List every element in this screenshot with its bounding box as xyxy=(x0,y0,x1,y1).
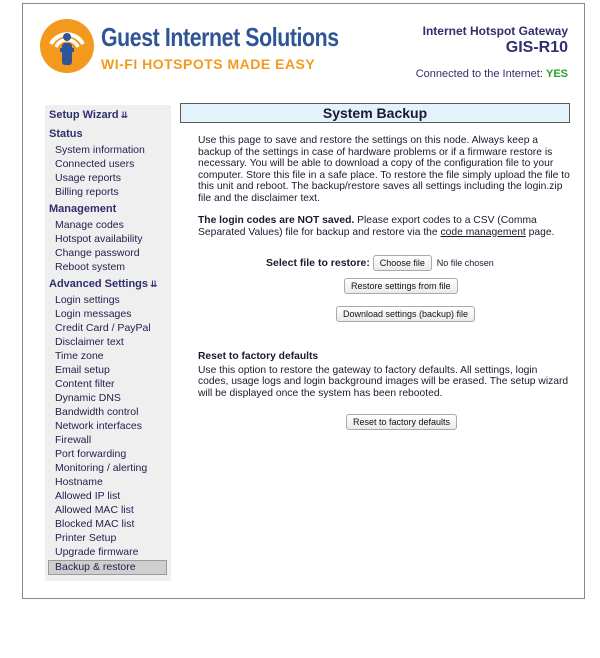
sidebar-item-monitoring-alerting[interactable]: Monitoring / alerting xyxy=(55,462,148,474)
advanced-nav-list xyxy=(45,293,171,575)
status-nav-list xyxy=(45,143,171,199)
setup-wizard-label: Setup Wizard xyxy=(49,109,119,121)
sidebar-item-reboot-system[interactable]: Reboot system xyxy=(55,261,126,273)
connection-label: Connected to the Internet: xyxy=(415,68,543,80)
file-status-text: No file chosen xyxy=(436,258,494,268)
product-line: Internet Hotspot Gateway xyxy=(422,24,568,38)
codes-warning-end: page. xyxy=(525,226,555,238)
sidebar-item-upgrade-firmware[interactable]: Upgrade firmware xyxy=(55,546,139,558)
sidebar-item-port-forwarding[interactable]: Port forwarding xyxy=(55,448,127,460)
sidebar-item-time-zone[interactable]: Time zone xyxy=(55,350,104,362)
sidebar-item-blocked-mac-list[interactable]: Blocked MAC list xyxy=(55,518,135,530)
brand-name: Guest Internet Solutions xyxy=(101,22,339,52)
sidebar-item-disclaimer-text[interactable]: Disclaimer text xyxy=(55,336,124,348)
restore-settings-button[interactable]: Restore settings from file xyxy=(344,278,458,294)
sidebar-item-backup-restore[interactable]: Backup & restore xyxy=(48,560,167,575)
sidebar xyxy=(45,105,171,581)
page-frame xyxy=(22,3,585,599)
file-select-row xyxy=(266,255,494,271)
sidebar-item-billing-reports[interactable]: Billing reports xyxy=(55,186,119,198)
wifi-person-logo-icon xyxy=(39,18,95,74)
sidebar-heading-advanced[interactable] xyxy=(45,276,171,293)
choose-file-button[interactable]: Choose file xyxy=(373,255,432,271)
sidebar-item-hostname[interactable]: Hostname xyxy=(55,476,103,488)
sidebar-item-allowed-mac-list[interactable]: Allowed MAC list xyxy=(55,504,134,516)
code-management-link[interactable]: code management xyxy=(440,226,526,238)
management-nav-list xyxy=(45,218,171,274)
reset-factory-button[interactable]: Reset to factory defaults xyxy=(346,414,457,430)
sidebar-item-login-messages[interactable]: Login messages xyxy=(55,308,132,320)
advanced-settings-label: Advanced Settings xyxy=(49,278,149,290)
reset-section xyxy=(198,351,570,399)
intro-text: Use this page to save and restore the settings on this node. Always keep a backup of the settings in case of hardware problems or if a firmware restore is necessary. You will be able to download a copy of the configuration file to your computer. Store this file in a safe place. To restore the file simply upload the file to this unit and reboot. The backup/restore saves all settings including the login.zip file and the disclaimer text. xyxy=(198,135,570,204)
brand-tagline: WI-FI HOTSPOTS MADE EASY xyxy=(101,56,316,72)
sidebar-item-dynamic-dns[interactable]: Dynamic DNS xyxy=(55,392,121,404)
sidebar-item-content-filter[interactable]: Content filter xyxy=(55,378,115,390)
page-title: System Backup xyxy=(180,103,570,123)
sidebar-item-system-information[interactable]: System information xyxy=(55,144,145,156)
sidebar-item-allowed-ip-list[interactable]: Allowed IP list xyxy=(55,490,121,502)
sidebar-item-usage-reports[interactable]: Usage reports xyxy=(55,172,121,184)
codes-warning-bold: The login codes are NOT saved. xyxy=(198,215,355,226)
sidebar-item-printer-setup[interactable]: Printer Setup xyxy=(55,532,117,544)
sidebar-heading-status: Status xyxy=(49,128,83,140)
sidebar-item-firewall[interactable]: Firewall xyxy=(55,434,92,446)
sidebar-item-email-setup[interactable]: Email setup xyxy=(55,364,110,376)
double-chevron-down-icon: ⇊ xyxy=(150,279,158,289)
connection-status-value: YES xyxy=(545,68,568,80)
sidebar-item-manage-codes[interactable]: Manage codes xyxy=(55,219,124,231)
sidebar-setup-wizard[interactable] xyxy=(45,107,171,124)
sidebar-item-connected-users[interactable]: Connected users xyxy=(55,158,135,170)
sidebar-item-hotspot-availability[interactable]: Hotspot availability xyxy=(55,233,143,245)
sidebar-item-bandwidth-control[interactable]: Bandwidth control xyxy=(55,406,139,418)
codes-warning xyxy=(198,215,570,238)
sidebar-heading-management: Management xyxy=(49,203,117,215)
sidebar-item-credit-card-paypal[interactable]: Credit Card / PayPal xyxy=(55,322,151,334)
download-backup-button[interactable]: Download settings (backup) file xyxy=(336,306,475,322)
model-name: GIS-R10 xyxy=(505,39,568,56)
sidebar-item-change-password[interactable]: Change password xyxy=(55,247,140,259)
main-content xyxy=(198,135,570,427)
double-chevron-down-icon: ⇊ xyxy=(120,110,129,120)
connection-status xyxy=(416,68,568,80)
sidebar-item-network-interfaces[interactable]: Network interfaces xyxy=(55,420,142,432)
codes-warning-text: Please export codes to a CSV (Comma Separated Values) file for backup and restore via the xyxy=(198,215,537,238)
reset-description: Use this option to restore the gateway to factory defaults. All settings, login codes, usage logs and login background images will be erased. The setup wizard will be displayed once the system has been rebooted. xyxy=(198,364,569,399)
select-file-label: Select file to restore: xyxy=(266,257,370,269)
reset-heading: Reset to factory defaults xyxy=(198,351,319,362)
sidebar-item-login-settings[interactable]: Login settings xyxy=(55,294,120,306)
